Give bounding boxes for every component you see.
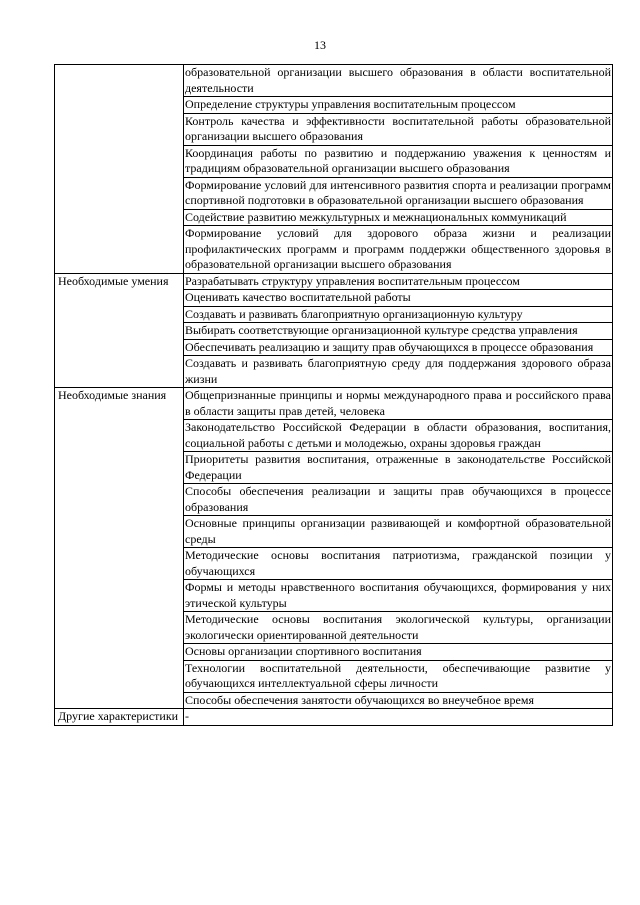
list-item: Координация работы по развитию и поддержанию уважения к ценностям и традициям образовательной организации высшего образования (184, 146, 612, 178)
list-item: Содействие развитию межкультурных и межнациональных коммуникаций (184, 210, 612, 227)
page-number: 13 (314, 38, 326, 52)
section-items (184, 388, 613, 709)
list-item: Контроль качества и эффективности воспитательной работы образовательной организации высшего образования (184, 114, 612, 146)
list-item: Оценивать качество воспитательной работы (184, 290, 612, 307)
table-row (55, 273, 613, 388)
section-items (184, 273, 613, 388)
list-item: Общепризнанные принципы и нормы международного права и российского права в области защиты прав детей, человека (184, 388, 612, 420)
section-label: Другие характеристики (55, 709, 184, 726)
list-item: Основные принципы организации развивающей и комфортной образовательной среды (184, 516, 612, 548)
list-item: Законодательство Российской Федерации в области образования, воспитания, социальной работы с детьми и молодежью, охраны здоровья граждан (184, 420, 612, 452)
list-item: Основы организации спортивного воспитания (184, 644, 612, 661)
list-item: Разрабатывать структуру управления воспитательным процессом (184, 274, 612, 291)
table-row (55, 65, 613, 274)
list-item: Способы обеспечения занятости обучающихся во внеучебное время (185, 692, 534, 707)
list-item: Выбирать соответствующие организационной культуре средства управления (184, 323, 612, 340)
list-item: Создавать и развивать благоприятную среду для поддержания здорового образа жизни (185, 356, 611, 386)
section-label: Необходимые знания (55, 388, 184, 709)
requirements-table (54, 64, 613, 726)
section-label (55, 65, 184, 274)
section-items (184, 65, 613, 274)
list-item: - (185, 709, 189, 723)
section-items (184, 709, 613, 726)
list-item: Технологии воспитательной деятельности, обеспечивающие развитие у обучающихся интеллектуальной сферы личности (184, 661, 612, 693)
list-item: Методические основы воспитания экологической культуры, организации экологически ориентированной деятельности (184, 612, 612, 644)
list-item: Создавать и развивать благоприятную организационную культуру (184, 307, 612, 324)
list-item: образовательной организации высшего образования в области воспитательной деятельности (184, 65, 612, 97)
list-item: Способы обеспечения реализации и защиты прав обучающихся в процессе образования (184, 484, 612, 516)
list-item: Формы и методы нравственного воспитания обучающихся, формирования у них этической культуры (184, 580, 612, 612)
list-item: Формирование условий для здорового образа жизни и реализации профилактических программ и программ поддержки общественного здоровья в образовательной организации высшего образования (185, 226, 611, 271)
section-label: Необходимые умения (55, 273, 184, 388)
table-row (55, 388, 613, 709)
list-item: Методические основы воспитания патриотизма, гражданской позиции у обучающихся (184, 548, 612, 580)
list-item: Формирование условий для интенсивного развития спорта и реализации программ спортивной подготовки в образовательной организации высшего образования (184, 178, 612, 210)
table-row (55, 709, 613, 726)
list-item: Обеспечивать реализацию и защиту прав обучающихся в процессе образования (184, 340, 612, 357)
list-item: Приоритеты развития воспитания, отраженные в законодательстве Российской Федерации (184, 452, 612, 484)
list-item: Определение структуры управления воспитательным процессом (184, 97, 612, 114)
